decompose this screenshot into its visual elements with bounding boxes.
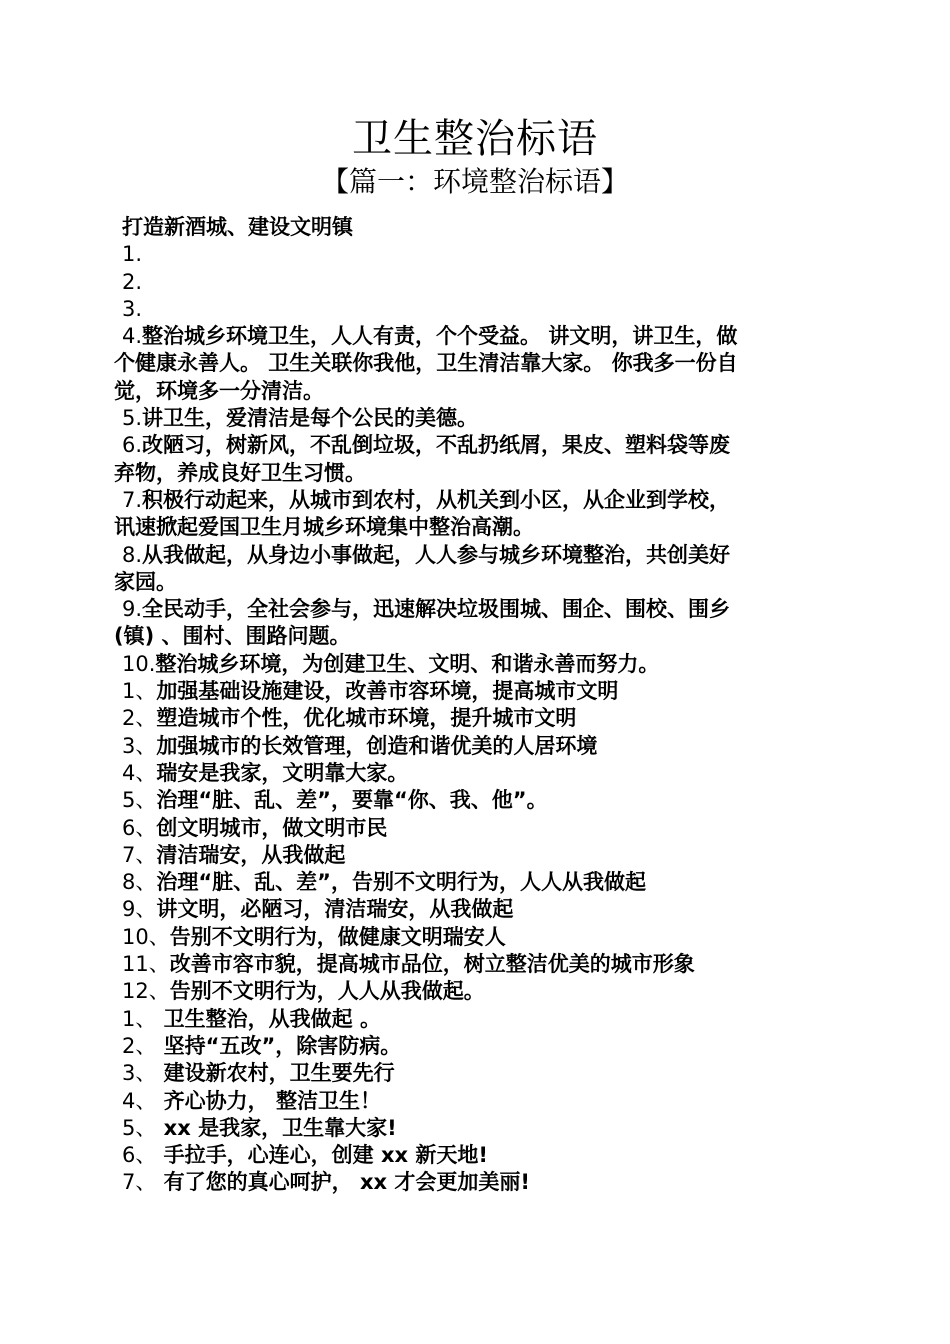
slogan-text: 手拉手，心连心，创建 xx 新天地! <box>156 1143 488 1168</box>
slogan-text: 家园。 <box>114 569 177 594</box>
slogan-line <box>114 623 830 650</box>
slogan-line <box>114 1115 830 1142</box>
slogan-line <box>114 705 830 732</box>
slogan-text: 治理“脏、乱、差”，要靠“你、我、他”。 <box>156 788 548 813</box>
slogan-line <box>114 1088 830 1115</box>
slogan-number: 5、 <box>122 1115 157 1140</box>
slogan-line <box>114 678 830 705</box>
slogan-number: 6、 <box>122 815 157 840</box>
slogan-number: 12、 <box>122 979 170 1004</box>
slogan-line <box>114 760 830 787</box>
slogan-line <box>114 1169 830 1196</box>
slogan-text: 瑞安是我家，文明靠大家。 <box>156 760 409 785</box>
slogan-line <box>114 596 830 623</box>
slogan-list <box>114 214 830 1197</box>
slogan-number: 1、 <box>122 679 157 704</box>
slogan-number: 7、 <box>122 1170 157 1195</box>
slogan-line <box>114 460 830 487</box>
slogan-line <box>114 1006 830 1033</box>
slogan-number: 11、 <box>122 952 170 977</box>
slogan-line <box>114 405 830 432</box>
slogan-text: 积极行动起来，从城市到农村，从机关到小区，从企业到学校， <box>142 487 731 512</box>
slogan-line <box>114 296 830 323</box>
slogan-line <box>114 1060 830 1087</box>
slogan-line <box>114 432 830 459</box>
slogan-line <box>114 787 830 814</box>
slogan-line <box>114 869 830 896</box>
slogan-line <box>114 815 830 842</box>
slogan-number: 6、 <box>122 1143 157 1168</box>
slogan-text: 坚持“五改”，除害防病。 <box>156 1033 402 1058</box>
slogan-text: 个健康永善人。 卫生关联你我他，卫生清洁靠大家。 你我多一份自 <box>114 351 738 376</box>
slogan-number: 4、 <box>122 1088 157 1113</box>
slogan-text: 讯速掀起爱国卫生月城乡环境集中整治高潮。 <box>114 515 534 540</box>
slogan-text: 卫生整治，从我做起 。 <box>156 1006 381 1031</box>
slogan-text: 打造新酒城、建设文明镇 <box>122 215 353 239</box>
slogan-number: 7. <box>122 487 143 512</box>
slogan-line <box>114 733 830 760</box>
slogan-number: 3. <box>122 296 143 321</box>
slogan-text: 告别不文明行为，做健康文明瑞安人 <box>169 924 506 949</box>
slogan-line <box>114 951 830 978</box>
slogan-line <box>114 842 830 869</box>
slogan-number: 8. <box>122 542 143 567</box>
slogan-number: 8、 <box>122 870 157 895</box>
slogan-line <box>114 1142 830 1169</box>
slogan-text: 弃物，养成良好卫生习惯。 <box>114 460 366 485</box>
slogan-text: 全民动手，全社会参与，迅速解决垃圾围城、围企、围校、围乡 <box>142 597 731 622</box>
page-subtitle: 【篇一：环境整治标语】 <box>320 165 629 198</box>
slogan-number: 3、 <box>122 1061 157 1086</box>
slogan-line <box>114 896 830 923</box>
slogan-line <box>114 542 830 569</box>
slogan-line <box>114 924 830 951</box>
slogan-number: 10、 <box>122 924 170 949</box>
slogan-number: 9、 <box>122 897 157 922</box>
slogan-line <box>114 241 830 268</box>
page-title: 卫生整治标语 <box>352 116 598 162</box>
slogan-text: (镇) 、围村、围路问题。 <box>114 624 351 649</box>
slogan-line <box>114 978 830 1005</box>
slogan-text: 创文明城市，做文明市民 <box>156 815 388 840</box>
slogan-number: 5. <box>122 406 143 431</box>
slogan-number: 3、 <box>122 733 157 758</box>
slogan-line <box>114 487 830 514</box>
slogan-text: 建设新农村，卫生要先行 <box>156 1061 395 1086</box>
slogan-text: 告别不文明行为，人人从我做起。 <box>169 979 485 1004</box>
slogan-number: 2. <box>122 269 143 294</box>
slogan-line <box>114 569 830 596</box>
slogan-number: 4、 <box>122 760 157 785</box>
slogan-text: 整治城乡环境卫生，人人有责，个个受益。 讲文明，讲卫生，做 <box>142 324 738 349</box>
slogan-line <box>114 651 830 678</box>
slogan-text: xx 是我家，卫生靠大家! <box>156 1115 397 1140</box>
slogan-number: 7、 <box>122 842 157 867</box>
slogan-line <box>114 269 830 296</box>
slogan-text: 有了您的真心呵护， xx 才会更加美丽! <box>156 1170 530 1195</box>
slogan-number: 2、 <box>122 1033 157 1058</box>
slogan-line <box>114 514 830 541</box>
slogan-text: 讲文明，必陋习，清洁瑞安，从我做起 <box>156 897 514 922</box>
slogan-text: 加强城市的长效管理，创造和谐优美的人居环境 <box>156 733 598 758</box>
slogan-number: 10. <box>122 651 156 676</box>
slogan-number: 1、 <box>122 1006 157 1031</box>
slogan-text: 讲卫生，爱清洁是每个公民的美德。 <box>142 406 479 431</box>
slogan-text: 塑造城市个性，优化城市环境，提升城市文明 <box>156 706 577 731</box>
slogan-text: 改善市容市貌，提高城市品位，树立整洁优美的城市形象 <box>169 952 695 977</box>
slogan-text: 齐心协力， 整洁卫生！ <box>156 1088 381 1113</box>
slogan-number: 4. <box>122 324 143 349</box>
slogan-text: 清洁瑞安，从我做起 <box>156 842 346 867</box>
slogan-text: 整治城乡环境，为创建卫生、文明、和谐永善而努力。 <box>155 651 660 676</box>
slogan-number: 5、 <box>122 788 157 813</box>
slogan-line <box>114 214 830 241</box>
slogan-text: 治理“脏、乱、差”，告别不文明行为，人人从我做起 <box>156 870 646 895</box>
slogan-line <box>114 323 830 350</box>
slogan-text: 觉，环境多一分清洁。 <box>114 378 324 403</box>
slogan-text: 加强基础设施建设，改善市容环境，提高城市文明 <box>156 679 619 704</box>
slogan-line <box>114 378 830 405</box>
slogan-line <box>114 350 830 377</box>
slogan-number: 6. <box>122 433 143 458</box>
slogan-text: 改陋习，树新风，不乱倒垃圾，不乱扔纸屑，果皮、塑料袋等废 <box>142 433 731 458</box>
slogan-line <box>114 1033 830 1060</box>
slogan-number: 1. <box>122 242 143 267</box>
slogan-number: 9. <box>122 597 143 622</box>
slogan-number: 2、 <box>122 706 157 731</box>
slogan-text: 从我做起，从身边小事做起，人人参与城乡环境整治，共创美好 <box>142 542 731 567</box>
